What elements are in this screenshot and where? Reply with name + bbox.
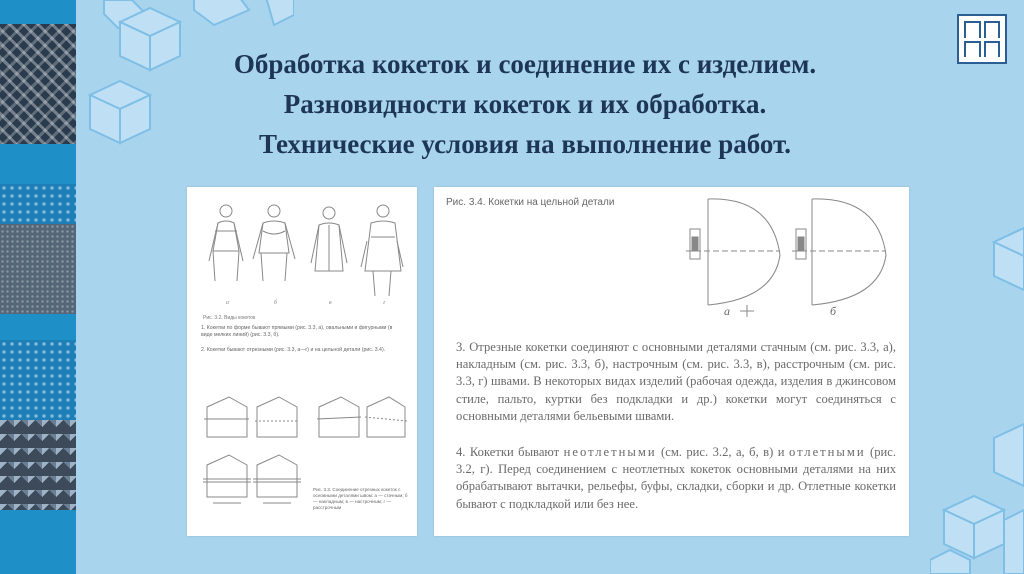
logo-block xyxy=(964,21,981,38)
scanned-page-right xyxy=(434,187,909,536)
figure-3-2-garment-sketches xyxy=(201,201,406,306)
paragraph-4-mid: (см. рис. 3.2, а, б, в) и xyxy=(656,445,789,459)
logo-block xyxy=(964,41,981,58)
fig-letter-c: в xyxy=(329,300,332,306)
strip-band xyxy=(0,24,76,144)
figure-3-3-caption: Рис. 3.3. Соединение отрезных кокеток с основными деталями швом: а — стачным; б — накладным; в — настрочным; г — расстрочным xyxy=(313,487,408,510)
paragraph-4-term-1: неотлетными xyxy=(563,445,657,459)
logo xyxy=(957,14,1007,64)
fig-letter-a: а xyxy=(226,300,229,306)
strip-band xyxy=(0,224,76,314)
decorative-cubes-right xyxy=(930,220,1024,574)
strip-band xyxy=(0,510,76,574)
logo-block xyxy=(984,41,1001,58)
strip-band xyxy=(0,420,76,510)
fig-letter-b: б xyxy=(274,300,278,306)
strip-band xyxy=(0,340,76,420)
strip-band xyxy=(0,184,76,224)
title-line-1: Обработка кокеток и соединение их с изделием. xyxy=(233,49,817,79)
scanned-page-left xyxy=(187,187,417,536)
fig-letter-d: г xyxy=(383,300,386,306)
title-line-3: Технические условия на выполнение работ. xyxy=(258,129,792,159)
paragraph-4 xyxy=(456,444,896,513)
figure-3-2-caption: Рис. 3.2. Виды кокеток xyxy=(203,315,256,321)
paragraph-4-start: 4. Кокетки бывают xyxy=(456,445,564,459)
decorative-left-strip xyxy=(0,0,76,574)
left-text-1: 1. Кокетки по форме бывают прямыми (рис. 3.3, а), овальными и фигурными (в виде мелких линий) (рис. 3.3, б). xyxy=(201,325,393,338)
figure-3-4-diagrams xyxy=(682,195,894,325)
strip-band xyxy=(0,0,76,24)
figure-3-4-caption: Рис. 3.4. Кокетки на цельной детали xyxy=(446,197,615,208)
paragraph-3: 3. Отрезные кокетки соединяют с основными деталями стачным (см. рис. 3.3, а), накладным (см. рис. 3.3, б), настрочным (см. рис. 3.3, в), расстрочным (см. рис. 3.3, г) швами. В некоторых видах изделий (рабочая одежда, изделия в джинсовом стиле, пальто, куртки без подкладки и др.) кокетки могут соединяться с основными деталями бельевыми швами. xyxy=(456,340,896,423)
page-title xyxy=(110,44,940,164)
strip-band xyxy=(0,144,76,184)
fig-letter-a: а xyxy=(724,304,730,318)
fig-letter-b: б xyxy=(830,304,837,318)
title-line-2: Разновидности кокеток и их обработка. xyxy=(283,89,767,119)
paragraph-4-end: (рис. 3.2, г). Перед соединением с неотлетных кокеток основными деталями на них обрабатывают вытачки, рельефы, буфы, складки, сборки и др. Отлетные кокетки бывают с подкладкой или без нее. xyxy=(456,445,897,511)
left-text-2: 2. Кокетки бывают отрезными (рис. 3.3, а—г) и на цельной детали (рис. 3.4). xyxy=(201,347,386,353)
logo-block xyxy=(984,21,1001,38)
paragraph-4-term-2: отлетными xyxy=(788,445,866,459)
strip-band xyxy=(0,314,76,340)
